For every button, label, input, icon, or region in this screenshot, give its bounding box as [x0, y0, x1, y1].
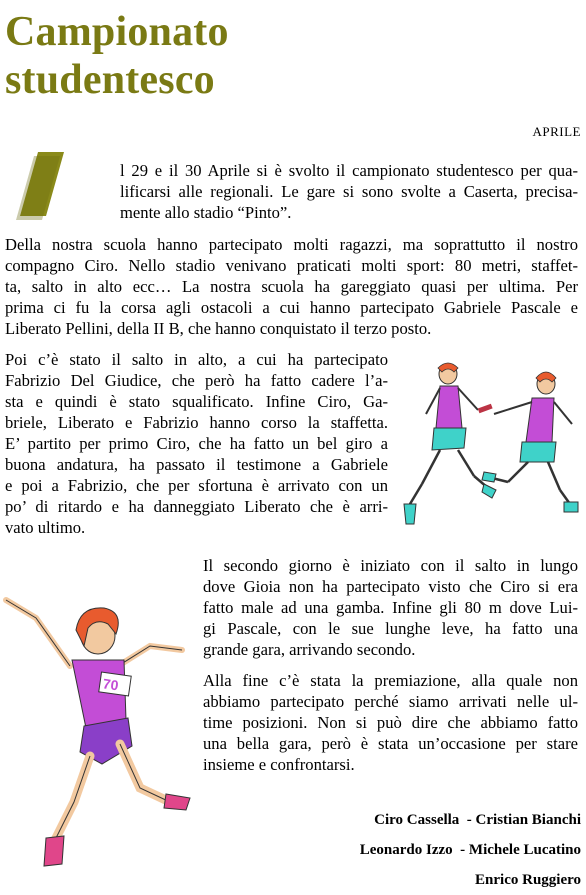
jumping-athlete-illustration: [0, 588, 196, 870]
signature-line-2: Leonardo Izzo - Michele Lucatino: [359, 842, 581, 858]
signature-line-3: Enrico Ruggiero: [475, 872, 581, 888]
paragraph-1: [120, 160, 578, 223]
paragraph-line: po’ di ritardo e ha danneggiato Liberato che è arri-: [5, 497, 388, 516]
paragraph-line: compagno Ciro. Nello stadio venivano praticati molti sport: 80 metri, staffet-: [5, 256, 578, 275]
runner-2-figure: [482, 372, 578, 512]
paragraph-line: insieme e confrontarsi.: [203, 755, 355, 774]
paragraph-line: Alla fine c’è stata la premiazione, alla quale non: [203, 671, 578, 690]
paragraph-line: sta e quindi è stato squalificato. Infine Ciro, Ga-: [5, 392, 388, 411]
date-label: APRILE: [532, 124, 581, 139]
paragraph-line: time posizioni. Non si può dire che abbiamo fatto: [203, 713, 578, 732]
paragraph-line: Fabrizio Del Giudice, che però ha fatto cadere l’a-: [5, 371, 388, 390]
paragraph-line: fatto male ad una gamba. Infine gli 80 m dove Lui-: [203, 598, 578, 617]
paragraph-line: Della nostra scuola hanno partecipato molti ragazzi, ma soprattutto il nostro: [5, 235, 578, 254]
paragraph-2: [5, 234, 578, 339]
paragraph-line: l 29 e il 30 Aprile si è svolto il campionato studentesco per qua-: [120, 161, 578, 180]
paragraph-line: gi Pascale, con le sue lunghe leve, ha fatto una: [203, 619, 578, 638]
paragraph-line: Liberato Pellini, della II B, che hanno conquistato il terzo posto.: [5, 319, 432, 338]
paragraph-3: [5, 349, 388, 538]
article-title: [5, 8, 229, 104]
relay-runners-illustration: [396, 358, 582, 530]
runner-1-figure: [404, 363, 496, 524]
paragraph-line: una bella gara, però è stata un’occasione per stare: [203, 734, 578, 753]
paragraph-line: abbiamo partecipato perché siamo arrivati nelle ul-: [203, 692, 578, 711]
paragraph-line: grande gara, arrivando secondo.: [203, 640, 416, 659]
paragraph-line: vato ultimo.: [5, 518, 86, 537]
signature-line-1: Ciro Cassella - Cristian Bianchi: [374, 812, 581, 828]
dropcap-text: I: [8, 150, 9, 151]
paragraph-line: E’ partito per primo Ciro, che ha fatto un bel giro a: [5, 434, 388, 453]
paragraph-line: Poi c’è stato il salto in alto, a cui ha partecipato: [5, 350, 388, 369]
paragraph-line: e poi a Fabrizio, che per sfortuna è arrivato con un: [5, 476, 388, 495]
paragraph-line: ta, salto in alto ecc… La nostra scuola ha gareggiato quasi per ultima. Per: [5, 277, 578, 296]
title-line-1: Campionato: [5, 9, 229, 55]
paragraph-5: [203, 670, 578, 775]
title-line-2: studentesco: [5, 57, 215, 103]
dropcap-letter: [8, 150, 78, 220]
paragraph-line: briele, Liberato e Fabrizio hanno corso la staffetta.: [5, 413, 388, 432]
paragraph-line: buona andatura, ha passato il testimone a Gabriele: [5, 455, 388, 474]
bib-number: 70: [101, 675, 120, 694]
paragraph-line: lificarsi alle regionali. Le gare si sono svolte a Caserta, precisa-: [120, 182, 578, 201]
paragraph-line: mente allo stadio “Pinto”.: [120, 203, 292, 222]
paragraph-line: Il secondo giorno è iniziato con il salto in lungo: [203, 556, 578, 575]
paragraph-4: [203, 555, 578, 660]
paragraph-line: dove Gioia non ha partecipato visto che Ciro si era: [203, 577, 578, 596]
paragraph-line: prima ci fu la corsa agli ostacoli a cui hanno partecipato Gabriele Pascale e: [5, 298, 578, 317]
